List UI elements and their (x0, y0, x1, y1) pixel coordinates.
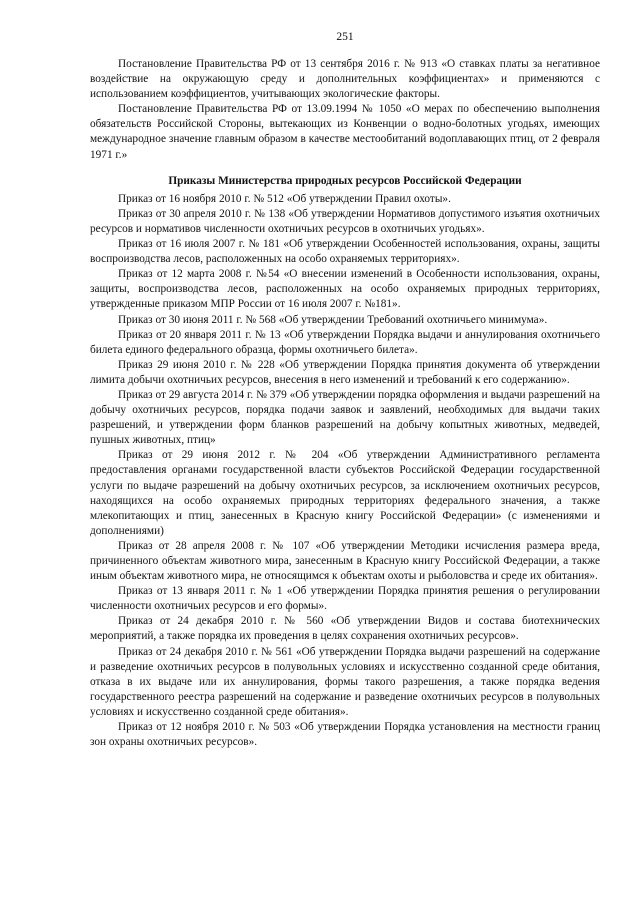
order-paragraph: Приказ от 16 ноября 2010 г. № 512 «Об утверждении Правил охоты». (118, 192, 451, 205)
page-number: 251 (336, 31, 354, 43)
order-paragraph: Приказ от 12 ноября 2010 г. № 503 «Об утверждении Порядка установления на местности границ зон охраны охотничьих ресурсов». (90, 721, 600, 749)
order-paragraph: Приказ от 29 июня 2012 г. № 204 «Об утверждении Административного регламента предоставления органами государственной власти субъектов Российской Федерации государственной услуги по выдаче разрешений на добычу охотничьих ресурсов, за исключением охотничьих ресурсов, находящихся на особо охраняемых природных территориях федерального значения, а также млекопитающих и птиц, занесенных в Красную книгу Российской Федерации» (с изменениями и дополнениями) (90, 449, 600, 537)
order-paragraph: Приказ от 20 января 2011 г. № 13 «Об утверждении Порядка выдачи и аннулирования охотничьего билета единого федерального образца, формы охотничьего билета». (90, 328, 600, 356)
order-paragraph: Приказ от 24 декабря 2010 г. № 560 «Об утверждении Видов и состава биотехнических мероприятий, а также порядка их проведения в целях сохранения охотничьих ресурсов». (90, 615, 600, 643)
order-paragraph: Приказ 29 июня 2010 г. № 228 «Об утверждении Порядка принятия документа об утверждении лимита добычи охотничьих ресурсов, внесения в него изменений и требований к его содержанию». (90, 358, 600, 386)
order-paragraph: Приказ от 12 марта 2008 г. №54 «О внесении изменений в Особенности использования, охраны, защиты, воспроизводства лесов, расположенных на особо охраняемых природных территориях, утвержденные приказом МПР России от 16 июля 2007 г. №181». (90, 268, 600, 311)
order-paragraph: Приказ от 16 июля 2007 г. № 181 «Об утверждении Особенностей использования, охраны, защиты воспроизводства лесов, расположенных на особо охраняемых территориях». (90, 238, 600, 266)
order-paragraph: Приказ от 29 августа 2014 г. № 379 «Об утверждении порядка оформления и выдачи разрешений на добычу охотничьих ресурсов, порядка подачи заявок и заявлений, необходимых для выдачи таких разрешений, и утверждении форм бланков разрешений на добычу копытных животных, медведей, пушных животных, птиц» (90, 388, 600, 447)
order-paragraph: Приказ от 30 июня 2011 г. № 568 «Об утверждении Требований охотничьего минимума». (118, 313, 548, 326)
order-paragraph: Приказ от 30 апреля 2010 г. № 138 «Об утверждении Нормативов допустимого изъятия охотничьих ресурсов и нормативов численности охотничьих ресурсов в охотничьих угодьях». (90, 207, 600, 235)
intro-paragraph: Постановление Правительства РФ от 13.09.1994 № 1050 «О мерах по обеспечению выполнения обязательств Российской Стороны, вытекающих из Конвенции о водно-болотных угодьях, имеющих международное значение главным образом в качестве местообитаний водоплавающих птиц, от 2 февраля 1971 г.» (90, 103, 600, 161)
order-paragraph: Приказ от 24 декабря 2010 г. № 561 «Об утверждении Порядка выдачи разрешений на содержание и разведение охотничьих ресурсов в полувольных условиях и искусственно созданной среде обитания, отказа в их выдаче или их аннулирования, формы такого разрешения, а также порядка ведения государственного реестра разрешений на содержание и разведение охотничьих ресурсов в полувольных условиях и искусственно созданной среде обитания». (90, 645, 600, 718)
order-paragraph: Приказ от 28 апреля 2008 г. № 107 «Об утверждении Методики исчисления размера вреда, причиненного объектам животного мира, занесенным в Красную книгу Российской Федерации, а также иным объектам животного мира, не относящимся к объектам охоты и рыболовства и среде их обитания». (90, 539, 600, 583)
intro-paragraph: Постановление Правительства РФ от 13 сентября 2016 г. № 913 «О ставках платы за негативное воздействие на окружающую среду и дополнительных коэффициентах» и применяются с использованием коэффициентов, учитывающих экологические факторы. (90, 58, 600, 101)
order-paragraph: Приказ от 13 января 2011 г. № 1 «Об утверждении Порядка принятия решения о регулировании численности охотничьих ресурсов и его формы». (90, 585, 600, 613)
section-heading: Приказы Министерства природных ресурсов Российской Федерации (168, 174, 522, 187)
